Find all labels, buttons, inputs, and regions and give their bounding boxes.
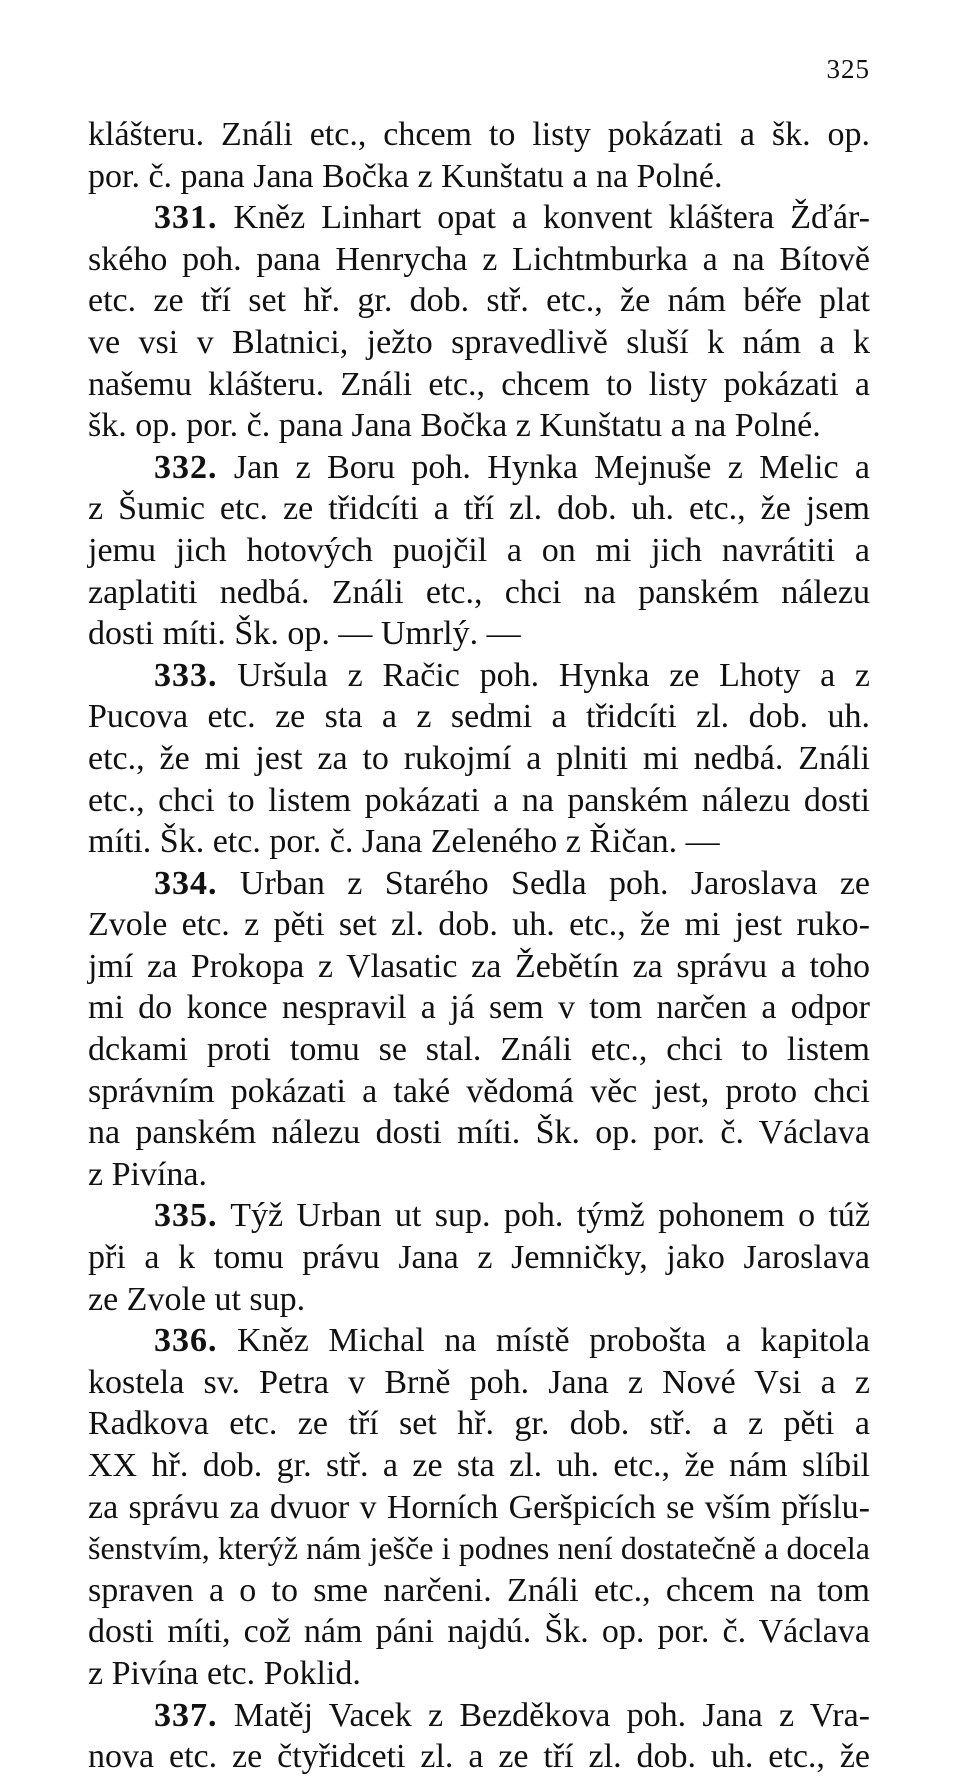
line-text: dosti míti, což nám páni najdú. Šk. op. por. č. Václava <box>88 1613 870 1651</box>
line-text: jmí za Prokopa z Vlasatic za Žebětín za správu a toho <box>88 947 870 985</box>
line-text: při a k tomu právu Jana z Jemničky, jako Jaroslava <box>88 1239 870 1277</box>
line-text: Týž Urban ut sup. poh. týmž pohonem o túž <box>217 1197 870 1235</box>
line-text: Uršula z Račic poh. Hynka ze Lhoty a z <box>217 656 870 694</box>
line-text: za správu za dvuor v Horních Geršpicích se vším příslu- <box>88 1488 870 1526</box>
text-line <box>88 280 870 322</box>
text-line <box>88 1570 870 1612</box>
text-line <box>88 1653 870 1695</box>
line-text: zaplatiti nedbá. Ználi etc., chci na panském nálezu <box>88 573 870 611</box>
line-text: ve vsi v Blatnici, ježto spravedlivě sluší k nám a k <box>88 323 870 361</box>
entry-number: 335. <box>154 1197 218 1235</box>
text-line <box>88 197 870 239</box>
line-text: Matěj Vacek z Bezděkova poh. Jana z Vra- <box>217 1696 870 1734</box>
text-line <box>88 1445 870 1487</box>
text-line <box>88 405 870 447</box>
line-text: mi do konce nespravil a já sem v tom narčen a odpor <box>88 989 870 1027</box>
text-line <box>88 1279 870 1321</box>
line-text: Radkova etc. ze tří set hř. gr. dob. stř. a z pěti a <box>88 1405 870 1443</box>
line-text: spraven a o to sme narčeni. Ználi etc., chcem na tom <box>88 1571 870 1609</box>
line-text: našemu klášteru. Ználi etc., chcem to listy pokázati a <box>88 365 870 403</box>
line-text: dosti míti. Šk. op. — Umrlý. — <box>88 615 521 653</box>
line-text: na panském nálezu dosti míti. Šk. op. por. č. Václava <box>88 1114 870 1152</box>
text-line <box>88 1237 870 1279</box>
line-text: správním pokázati a také vědomá věc jest, proto chci <box>88 1072 870 1110</box>
line-text: etc., že mi jest za to rukojmí a plniti mi nedbá. Ználi <box>88 739 870 777</box>
text-line <box>88 1487 870 1529</box>
line-text: Urban z Starého Sedla poh. Jaroslava ze <box>217 864 870 902</box>
line-text: Jan z Boru poh. Hynka Mejnuše z Melic a <box>217 448 870 486</box>
page-number: 325 <box>826 54 870 84</box>
text-line <box>88 364 870 406</box>
line-text: XX hř. dob. gr. stř. a ze sta zl. uh. etc., že nám slíbil <box>88 1447 870 1484</box>
line-text: šk. op. por. č. pana Jana Bočka z Kunštatu a na Polné. <box>88 407 821 445</box>
text-line <box>88 1362 870 1404</box>
line-text: ského poh. pana Henrycha z Lichtmburka a na Bítově <box>88 240 870 278</box>
entry-number: 331. <box>154 199 218 237</box>
text-body <box>88 114 870 1778</box>
text-line <box>88 946 870 988</box>
line-text: Zvole etc. z pěti set zl. dob. uh. etc., že mi jest ruko- <box>88 906 870 944</box>
text-line <box>88 1736 870 1778</box>
text-line <box>88 987 870 1029</box>
text-line <box>88 655 870 697</box>
text-line <box>88 1029 870 1071</box>
line-text: kostela sv. Petra v Brně poh. Jana z Nové Vsi a z <box>88 1363 870 1401</box>
text-line <box>88 488 870 530</box>
text-line <box>88 780 870 822</box>
line-text: z Pivína etc. Poklid. <box>88 1654 361 1692</box>
line-text: Kněz Linhart opat a konvent kláštera Žďár- <box>217 199 870 237</box>
line-text: z Šumic etc. ze třidcíti a tří zl. dob. uh. etc., že jsem <box>88 490 870 528</box>
text-line <box>88 447 870 489</box>
entry-number: 334. <box>154 864 218 902</box>
text-line <box>88 863 870 905</box>
line-text: Kněz Michal na místě probošta a kapitola <box>217 1322 870 1360</box>
text-line <box>88 1528 870 1570</box>
line-text: etc. ze tří set hř. gr. dob. stř. etc., že nám béře plat <box>88 282 870 320</box>
text-line <box>88 239 870 281</box>
line-text: nova etc. ze čtyřidceti zl. a ze tří zl. dob. uh. etc., že <box>88 1738 870 1776</box>
line-text: šenstvím, kterýž nám ješče i podnes není dostatečně a docela <box>88 1530 870 1567</box>
entry-number: 336. <box>154 1322 218 1360</box>
line-text: jemu jich hotových puojčil a on mi jich navrátiti a <box>88 531 870 569</box>
text-line <box>88 904 870 946</box>
entry-number: 337. <box>154 1696 218 1734</box>
line-text: klášteru. Ználi etc., chcem to listy pokázati a šk. op. <box>88 116 870 153</box>
text-line <box>88 572 870 614</box>
line-text: Pucova etc. ze sta a z sedmi a třidcíti zl. dob. uh. <box>88 698 870 736</box>
text-line <box>88 156 870 198</box>
line-text: z Pivína. <box>88 1155 207 1193</box>
text-line <box>88 1611 870 1653</box>
line-text: dckami proti tomu se stal. Ználi etc., chci to listem <box>88 1031 870 1069</box>
text-line <box>88 738 870 780</box>
text-line <box>88 530 870 572</box>
line-text: míti. Šk. etc. por. č. Jana Zeleného z Řičan. — <box>88 823 720 861</box>
text-line <box>88 1071 870 1113</box>
entry-number: 332. <box>154 448 218 486</box>
line-text: etc., chci to listem pokázati a na panském nálezu dosti <box>88 781 870 819</box>
text-line <box>88 1195 870 1237</box>
entry-number: 333. <box>154 656 218 694</box>
text-line <box>88 1695 870 1737</box>
text-line <box>88 1403 870 1445</box>
text-line <box>88 322 870 364</box>
text-line <box>88 114 870 156</box>
text-line <box>88 696 870 738</box>
line-text: ze Zvole ut sup. <box>88 1280 306 1318</box>
text-line <box>88 821 870 863</box>
text-line <box>88 1112 870 1154</box>
text-line <box>88 1320 870 1362</box>
line-text: por. č. pana Jana Bočka z Kunštatu a na Polné. <box>88 157 723 195</box>
text-line <box>88 1154 870 1196</box>
text-line <box>88 613 870 655</box>
